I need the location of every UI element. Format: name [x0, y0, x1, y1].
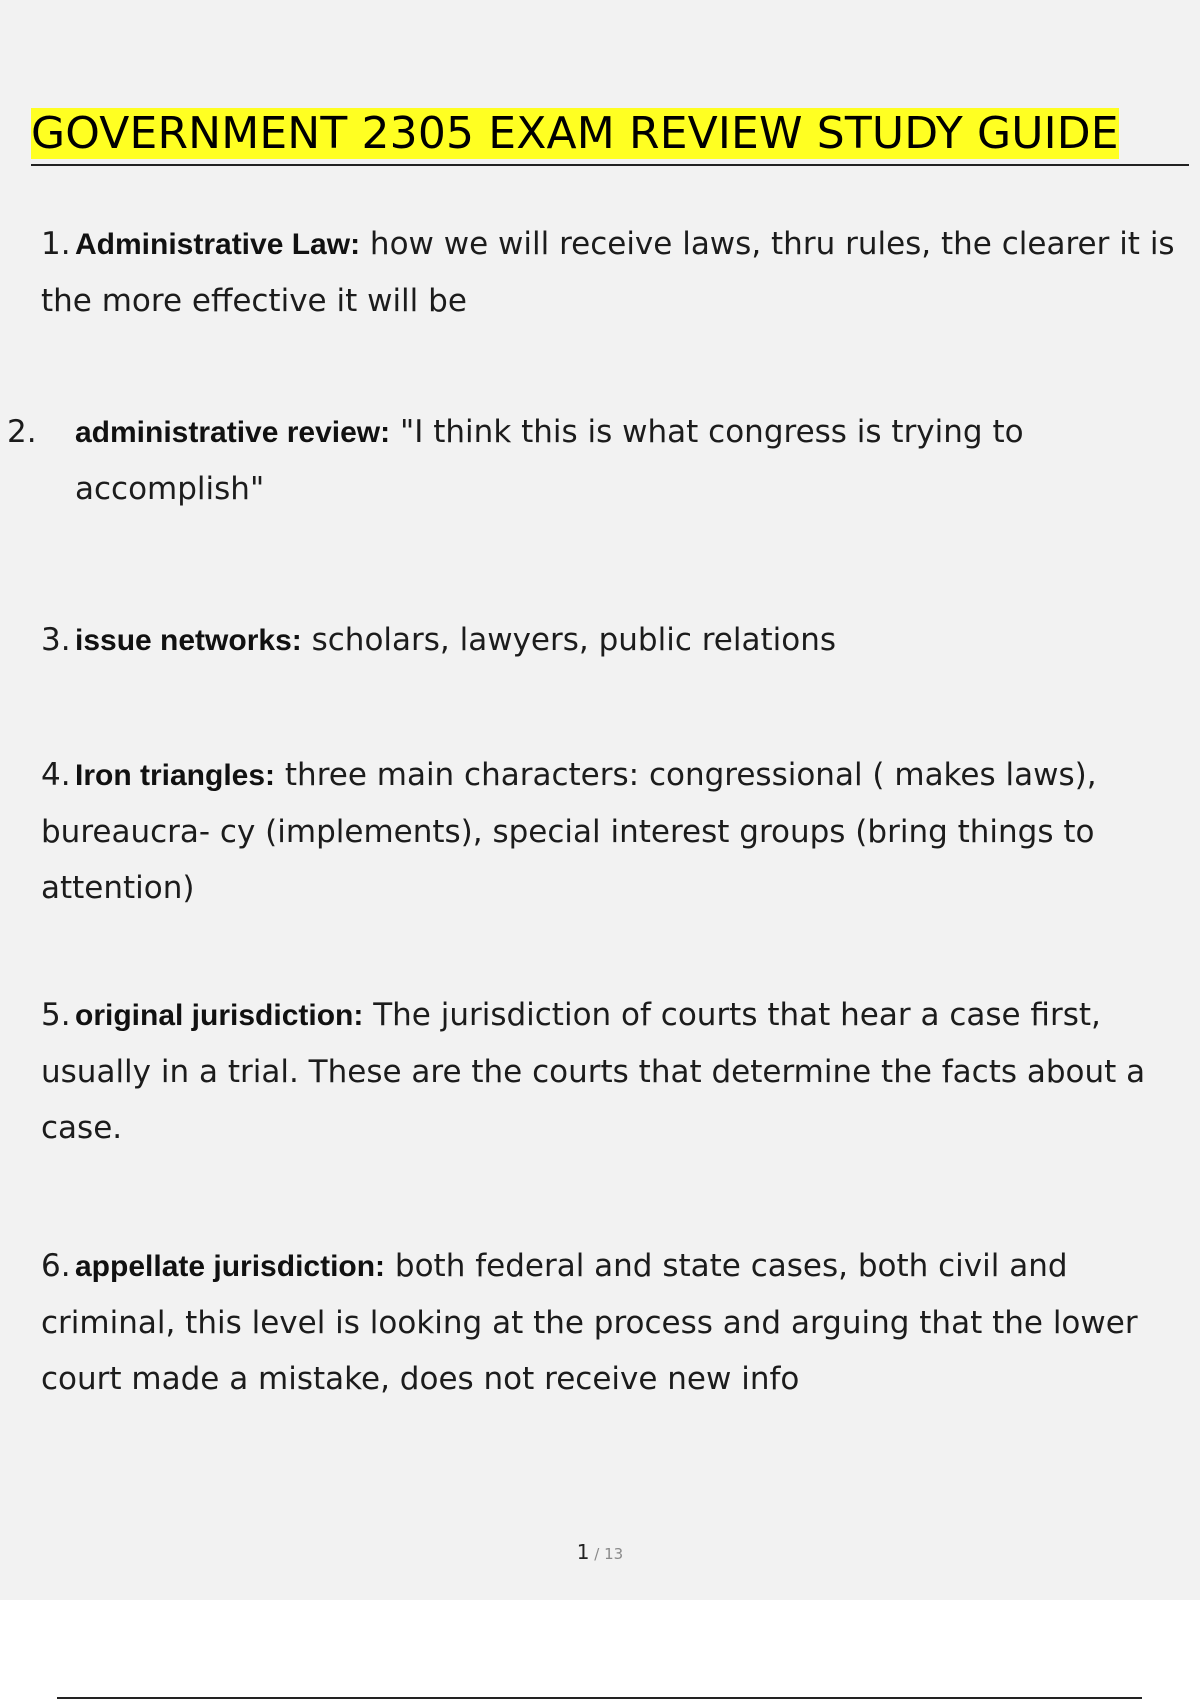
term-name: appellate jurisdiction:: [75, 1250, 386, 1283]
item-number: 2.: [7, 414, 37, 450]
list-item: [7, 404, 1191, 517]
page-current: 1: [576, 1540, 590, 1564]
term-name: Administrative Law:: [75, 228, 361, 261]
item-number: 5.: [41, 997, 71, 1033]
next-page-divider: [57, 1697, 1142, 1699]
term-definition: both federal and state cases, both civil and criminal, this level is looking at the process and arguing that the lower court made a mistake, does not receive new info: [41, 1248, 1138, 1397]
list-item: [41, 612, 1191, 669]
term-name: Iron triangles:: [75, 759, 276, 792]
term-definition: scholars, lawyers, public relations: [301, 622, 837, 658]
title-highlight: GOVERNMENT 2305 EXAM REVIEW STUDY GUIDE: [31, 108, 1119, 159]
list-item: [41, 1238, 1191, 1407]
document-title: [31, 104, 1189, 166]
term-name: issue networks:: [75, 624, 302, 657]
term-definition: "I think this is what congress is trying to accomplish": [75, 414, 1024, 507]
page-total: / 13: [589, 1545, 624, 1563]
list-item: [41, 216, 1191, 329]
term-definition: The jurisdiction of courts that hear a case first, usually in a trial. These are the courts that determine the facts about a case.: [41, 997, 1146, 1146]
term-name: original jurisdiction:: [75, 999, 364, 1032]
list-item: [41, 747, 1191, 916]
term-name: administrative review:: [75, 416, 391, 449]
term-definition: how we will receive laws, thru rules, the clearer it is the more effective it will be: [41, 226, 1175, 319]
item-number: 3.: [41, 622, 71, 658]
item-number: 6.: [41, 1248, 71, 1284]
item-number: 4.: [41, 757, 71, 793]
term-definition: three main characters: congressional ( makes laws), bureaucra- cy (implements), special interest groups (bring things to attention): [41, 757, 1097, 906]
page-number: [0, 1540, 1200, 1564]
item-number: 1.: [41, 226, 71, 262]
list-item: [41, 987, 1191, 1156]
